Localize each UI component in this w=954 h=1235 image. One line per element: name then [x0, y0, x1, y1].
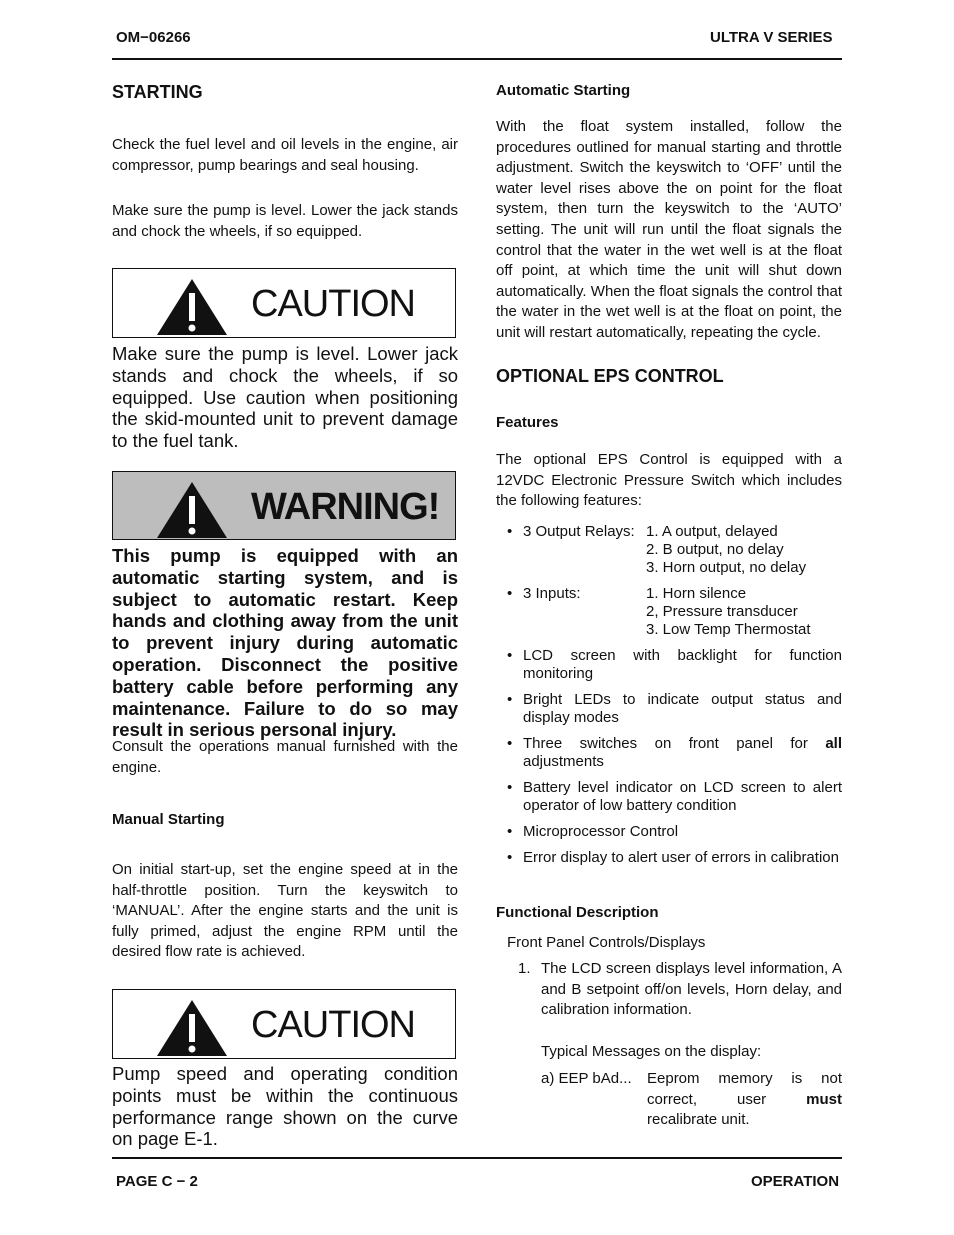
functional-description-title: Functional Description — [496, 904, 659, 921]
feature-switches: Three switches on front panel for all adjustments — [523, 735, 842, 770]
typical-messages-heading: Typical Messages on the display: — [541, 1043, 762, 1060]
feature-battery: Battery level indicator on LCD screen to alert operator of low battery condition — [523, 779, 842, 814]
section-name: OPERATION — [751, 1173, 840, 1190]
bullet: • — [507, 849, 513, 866]
footer-rule — [112, 1157, 842, 1159]
manual-starting-title: Manual Starting — [112, 811, 225, 828]
features-intro: The optional EPS Control is equipped with a 12VDC Electronic Pressure Switch which includes the following features: — [496, 451, 842, 510]
caution-label: CAUTION — [251, 1004, 415, 1046]
caution-box-2 — [112, 989, 456, 1059]
bullet: • — [507, 585, 513, 602]
fuel-check-paragraph: Check the fuel level and oil levels in the engine, air compressor, pump bearings and seal housing. — [112, 136, 458, 174]
series-title: ULTRA V SERIES — [710, 29, 833, 46]
inputs-label: 3 Inputs: — [523, 585, 581, 602]
warning-box — [112, 471, 456, 540]
bullet: • — [507, 523, 513, 540]
input-1: 1. Horn silence — [646, 585, 747, 602]
warning-triangle-icon — [155, 480, 229, 540]
eps-control-title: OPTIONAL EPS CONTROL — [496, 366, 724, 386]
caution-box-1 — [112, 268, 456, 338]
starting-title: STARTING — [112, 82, 203, 102]
bullet: • — [507, 647, 513, 664]
warning-triangle-icon — [155, 277, 229, 337]
bullet: • — [507, 735, 513, 752]
item-1-text: The LCD screen displays level information, A and B setpoint off/on levels, Horn delay, and calibration information. — [541, 960, 842, 1019]
caution-text-1: Make sure the pump is level. Lower jack stands and chock the wheels, if so equipped. Use caution when positioning the skid-mounted unit to prevent damage to the fuel tank. — [112, 343, 458, 452]
bullet: • — [507, 691, 513, 708]
output-relays-item — [507, 523, 842, 579]
consult-paragraph: Consult the operations manual furnished with the engine. — [112, 738, 458, 776]
caution-label: CAUTION — [251, 283, 415, 325]
automatic-starting-paragraph: With the float system installed, follow the procedures outlined for manual starting and throttle adjustment. Switch the keyswitch to ‘OFF’ until the water level rises above the on point for the float system, then turn the keyswitch to the ‘AUTO’ setting. The unit will run until the float signals the control that the water in the wet well is at the float off point, at which time the unit will shut down automatically. When the float signals the control that the water in the wet well is at the float on point, the unit will restart automatically, repeating the cycle. — [496, 118, 842, 341]
caution-text-2: Pump speed and operating condition points must be within the continuous performance range shown on the curve on page E-1. — [112, 1063, 458, 1150]
output-relay-3: 3. Horn output, no delay — [646, 559, 807, 576]
input-3: 3. Low Temp Thermostat — [646, 621, 811, 638]
message-description: Eeprom memory is not correct, user must recalibrate unit. — [647, 1070, 842, 1129]
warning-text: This pump is equipped with an automatic starting system, and is subject to automatic restart. Keep hands and clothing away from the unit to prevent injury during automatic operation. Disconnect the positive battery cable before performing any maintenance. Failure to do so may result in serious personal injury. — [112, 545, 458, 741]
manual-starting-paragraph: On initial start-up, set the engine speed at in the half-throttle position. Turn the keyswitch to ‘MANUAL’. After the engine starts and the unit is fully primed, adjust the engine RPM until the desired flow rate is achieved. — [112, 861, 458, 961]
header-rule — [112, 58, 842, 60]
output-relay-2: 2. B output, no delay — [646, 541, 784, 558]
output-relays-label: 3 Output Relays: — [523, 523, 635, 540]
feature-error-display: Error display to alert user of errors in calibration — [523, 849, 839, 866]
input-2: 2, Pressure transducer — [646, 603, 798, 620]
warning-triangle-icon — [155, 998, 229, 1058]
page-number: PAGE C − 2 — [116, 1173, 198, 1190]
front-panel-heading: Front Panel Controls/Displays — [507, 934, 706, 951]
bullet: • — [507, 823, 513, 840]
feature-leds: Bright LEDs to indicate output status and display modes — [523, 691, 842, 726]
warning-label: WARNING! — [251, 486, 440, 528]
bullet: • — [507, 779, 513, 796]
automatic-starting-title: Automatic Starting — [496, 82, 631, 99]
document-number: OM−06266 — [116, 29, 191, 46]
message-label: a) EEP bAd... — [541, 1070, 632, 1087]
output-relay-1: 1. A output, delayed — [646, 523, 778, 540]
feature-lcd: LCD screen with backlight for function monitoring — [523, 647, 842, 682]
features-title: Features — [496, 414, 559, 431]
item-1-number: 1. — [518, 960, 531, 977]
inputs-item — [507, 585, 842, 641]
level-paragraph: Make sure the pump is level. Lower the jack stands and chock the wheels, if so equipped. — [112, 202, 458, 240]
feature-microprocessor: Microprocessor Control — [523, 823, 679, 840]
